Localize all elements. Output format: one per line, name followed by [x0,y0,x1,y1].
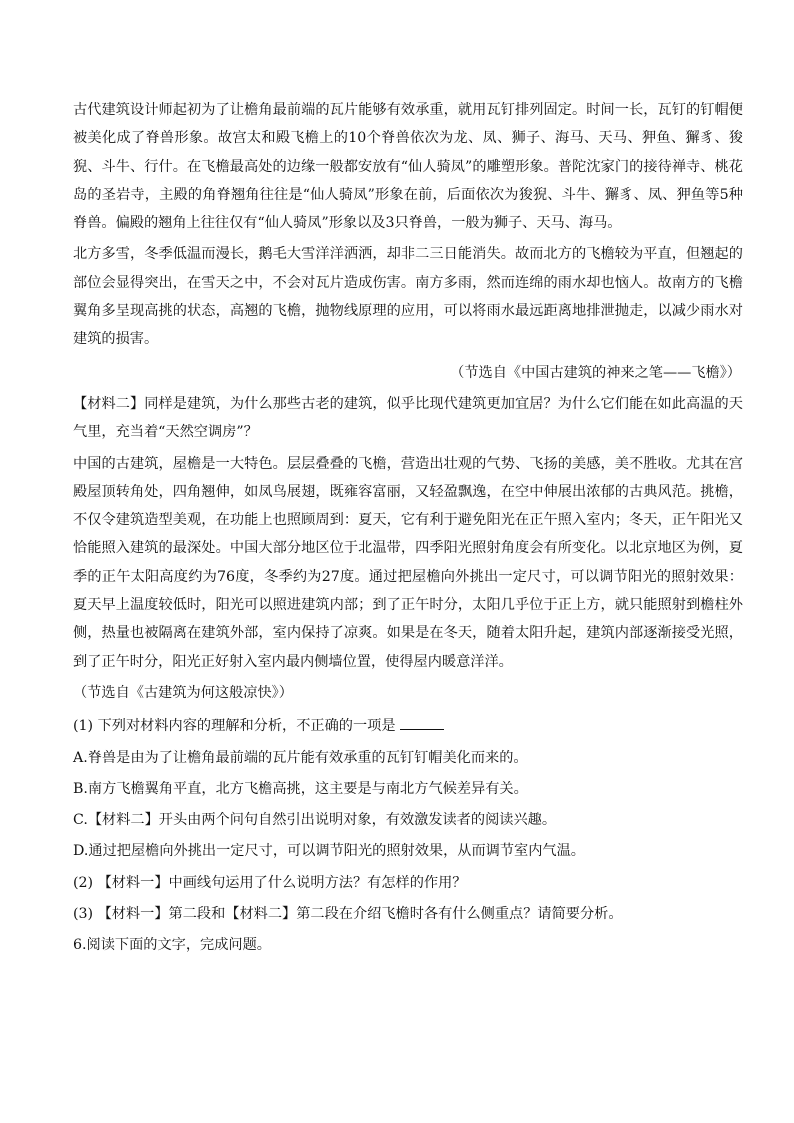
option-d: D.通过把屋檐向外挑出一定尺寸，可以调节阳光的照射效果，从而调节室内气温。 [73,843,585,860]
option-a: A.脊兽是由为了让檐角最前端的瓦片能有效承重的瓦钉钉帽美化而来的。 [73,749,528,766]
material1-source: （节选自《中国古建筑的神来之笔——飞檐》） [450,364,741,381]
question-1 [73,712,743,740]
option-b: B.南方飞檐翼角平直，北方飞檐高挑，这主要是与南北方气候差异有关。 [73,780,528,797]
option-c: C.【材料二】开头由两个问句自然引出说明对象，有效激发读者的阅读兴趣。 [73,812,557,829]
document-page [73,96,743,960]
material2-intro: 【材料二】同样是建筑，为什么那些古老的建筑，似乎比现代建筑更加宜居？为什么它们能在如此高温的天气里，充当着“天然空调房”？ [73,395,743,441]
question-1-text: (1) 下列对材料内容的理解和分析，不正确的一项是 [73,718,396,735]
question-2: (2) 【材料一】中画线句运用了什么说明方法？有怎样的作用？ [73,874,467,891]
material1-paragraph-2: 北方多雪，冬季低温而漫长，鹅毛大雪洋洋洒洒，却非二三日能消失。故而北方的飞檐较为平直，但翘起的部位会显得突出，在雪天之中，不会对瓦片造成伤害。南方多雨，然而连绵的雨水却也恼人。故南方的飞檐翼角多呈现高挑的状态，高翘的飞檐，抛物线原理的应用，可以将雨水最远距离地排泄抛走，以减少雨水对建筑的损害。 [73,246,743,348]
question-3: (3) 【材料一】第二段和【材料二】第二段在介绍飞檐时各有什么侧重点？请简要分析。 [73,906,623,923]
question-6-heading: 6.阅读下面的文字，完成问题。 [73,937,271,954]
answer-blank[interactable] [400,715,444,730]
material2-source: （节选自《古建筑为何这般凉快》） [73,684,293,701]
material2-paragraph-1: 中国的古建筑，屋檐是一大特色。层层叠叠的飞檐，营造出壮观的气势、飞扬的美感，美不胜收。尤其在宫殿屋顶转角处，四角翘伸，如凤鸟展翅，既雍容富丽，又轻盈飘逸，在空中伸展出浓郁的古典风范。挑檐，不仅令建筑造型美观，在功能上也照顾周到：夏天，它有利于避免阳光在正午照入室内；冬天，正午阳光又恰能照入建筑的最深处。中国大部分地区位于北温带，四季阳光照射角度会有所变化。以北京地区为例，夏季的正午太阳高度约为76度，冬季约为27度。通过把屋檐向外挑出一定尺寸，可以调节阳光的照射效果：夏天早上温度较低时，阳光可以照进建筑内部；到了正午时分，太阳几乎位于正上方，就只能照射到檐柱外侧，热量也被隔离在建筑外部，室内保持了凉爽。如果是在冬天，随着太阳升起，建筑内部逐渐接受光照，到了正午时分，阳光正好射入室内最内侧墙位置，使得屋内暖意洋洋。 [73,455,743,670]
material1-paragraph-1: 古代建筑设计师起初为了让檐角最前端的瓦片能够有效承重，就用瓦钉排列固定。时间一长，瓦钉的钉帽便被美化成了脊兽形象。故宫太和殿飞檐上的10个脊兽依次为龙、凤、狮子、海马、天马、狎鱼、獬豸、狻猊、斗牛、行什。在飞檐最高处的边缘一般都安放有“仙人骑凤”的雕塑形象。普陀沈家门的接待禅寺、桃花岛的圣岩寺，主殿的角脊翘角往往是“仙人骑凤”形象在前，后面依次为狻猊、斗牛、獬豸、凤、狎鱼等5种脊兽。偏殿的翘角上往往仅有“仙人骑凤”形象以及3只脊兽，一般为狮子、天马、海马。 [73,102,743,232]
